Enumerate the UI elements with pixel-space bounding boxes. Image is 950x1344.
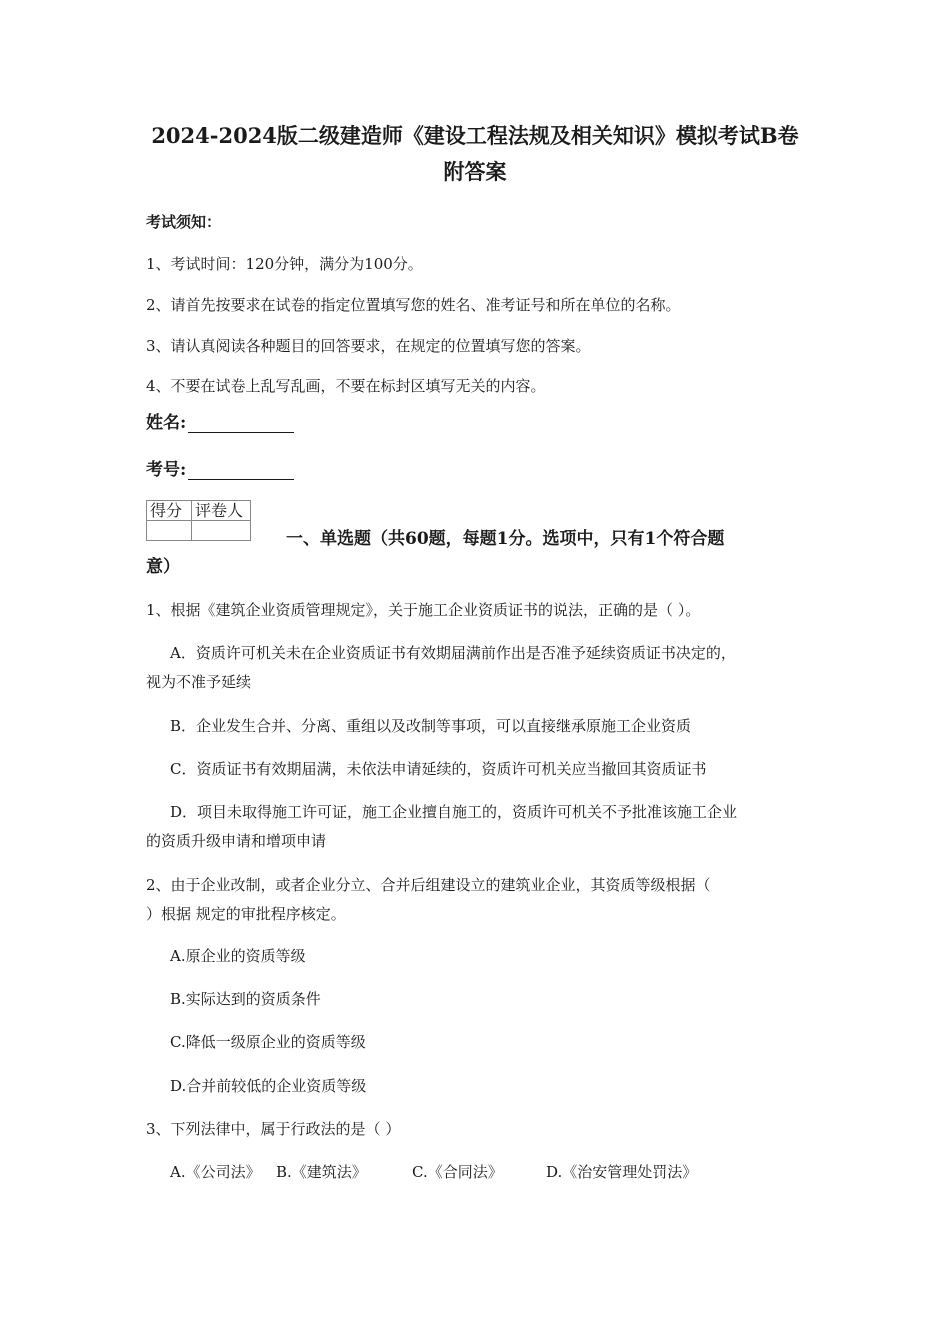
question-option: B.实际达到的资质条件 — [170, 990, 321, 1008]
grader-cell[interactable] — [192, 521, 251, 541]
section-heading: 一、单选题（共60题，每题1分。选项中，只有1个符合题 — [286, 529, 725, 549]
question-option: C．资质证书有效期届满，未依法申请延续的，资质许可机关应当撤回其资质证书 — [170, 760, 707, 778]
name-label: 姓名: — [146, 413, 187, 433]
notice-item: 1、考试时间：120分钟，满分为100分。 — [146, 255, 423, 273]
notice-item: 4、不要在试卷上乱写乱画，不要在标封区填写无关的内容。 — [146, 377, 546, 395]
number-label: 考号: — [146, 460, 187, 480]
question-option: D.《治安管理处罚法》 — [546, 1163, 698, 1181]
question-options-row — [170, 1162, 697, 1182]
question-option: A．资质许可机关未在企业资质证书有效期届满前作出是否准予延续资质证书决定的， — [170, 644, 736, 662]
question-option: D．项目未取得施工许可证，施工企业擅自施工的，资质许可机关不予批准该施工企业 — [170, 803, 738, 821]
question-option: B．企业发生合并、分离、重组以及改制等事项，可以直接继承原施工企业资质 — [170, 717, 692, 735]
question-option: C.《合同法》 — [412, 1163, 503, 1181]
notice-item: 2、请首先按要求在试卷的指定位置填写您的姓名、准考证号和所在单位的名称。 — [146, 296, 681, 314]
section-heading-continued: 意） — [146, 557, 180, 577]
question-option-continued: 视为不准予延续 — [146, 673, 252, 691]
score-table — [146, 500, 251, 541]
notice-heading: 考试须知： — [146, 213, 222, 231]
question-option: D.合并前较低的企业资质等级 — [170, 1077, 367, 1095]
question-option: A.《公司法》 — [170, 1163, 261, 1181]
score-header: 得分 — [147, 501, 192, 521]
number-field — [146, 460, 294, 480]
question-option-continued: 的资质升级申请和增项申请 — [146, 832, 327, 850]
question-option: A.原企业的资质等级 — [170, 947, 306, 965]
question-option: B.《建筑法》 — [276, 1163, 367, 1181]
name-blank[interactable] — [188, 414, 294, 433]
question-stem: 1、根据《建筑企业资质管理规定》，关于施工企业资质证书的说法，正确的是（ ）。 — [146, 601, 701, 619]
number-blank[interactable] — [188, 461, 294, 480]
notice-item: 3、请认真阅读各种题目的回答要求，在规定的位置填写您的答案。 — [146, 337, 591, 355]
question-stem: 2、由于企业改制，或者企业分立、合并后组建设立的建筑业企业，其资质等级根据（ — [146, 876, 711, 894]
question-stem: 3、下列法律中，属于行政法的是（ ） — [146, 1120, 401, 1138]
document-title-continued: 附答案 — [443, 159, 507, 184]
score-cell[interactable] — [147, 521, 192, 541]
question-stem-continued: ）根据 规定的审批程序核定。 — [146, 905, 346, 923]
document-title: 2024-2024版二级建造师《建设工程法规及相关知识》模拟考试B卷 — [151, 123, 799, 148]
grader-header: 评卷人 — [192, 501, 251, 521]
question-option: C.降低一级原企业的资质等级 — [170, 1033, 366, 1051]
name-field — [146, 413, 294, 433]
